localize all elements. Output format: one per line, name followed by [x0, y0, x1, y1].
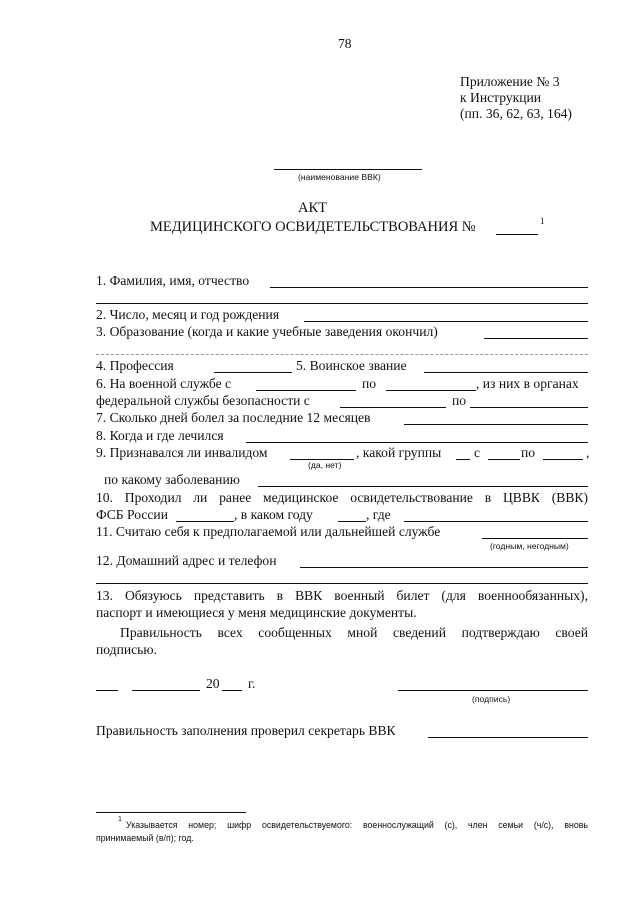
- signature-caption: (подпись): [472, 694, 511, 704]
- confirmation-line1: Правильность всех сообщенных мной сведений подтверждаю своей: [120, 625, 588, 640]
- date-year-suffix: г.: [248, 676, 256, 691]
- field-11-label: 11. Считаю себя к предполагаемой или дальнейшей службе: [96, 524, 441, 539]
- field-10-label: 10. Проходил ли ранее медицинское освидетельствование в ЦВВК (ВВК): [96, 490, 588, 505]
- date-year-line[interactable]: [222, 690, 242, 691]
- treatment-line[interactable]: [246, 442, 588, 443]
- footnote-divider: [96, 812, 246, 813]
- birth-date-line[interactable]: [304, 321, 588, 322]
- field-9-to: по: [521, 445, 536, 460]
- field-10-where: , где: [366, 507, 391, 522]
- field-13-line2: паспорт и имеющиеся у меня медицинские документы.: [96, 605, 417, 620]
- field-6-fsb: , из них в органах: [476, 376, 579, 391]
- org-name-line[interactable]: [274, 169, 422, 170]
- profession-line[interactable]: [214, 372, 292, 373]
- field-10-year: , в каком году: [234, 507, 313, 522]
- field-4-label: 4. Профессия: [96, 358, 174, 373]
- exam-fsb-line[interactable]: [176, 521, 234, 522]
- fsb-from-line[interactable]: [340, 407, 446, 408]
- education-line[interactable]: [484, 338, 588, 339]
- disability-caption: (да, нет): [308, 460, 342, 470]
- field-9-from: с: [474, 445, 481, 460]
- footnote-mark: 1: [118, 816, 122, 823]
- footnote-line1: Указывается номер; шифр освидетельствуемого: военнослужащий (с), член семьи (ч/с), вновь: [126, 820, 588, 830]
- field-9-line2: по какому заболеванию: [104, 472, 240, 487]
- field-10-fsb: ФСБ России: [96, 507, 168, 522]
- field-6-to: по: [362, 376, 377, 391]
- service-to-line[interactable]: [386, 390, 476, 391]
- secretary-line[interactable]: [428, 737, 588, 738]
- act-number-line[interactable]: [496, 234, 538, 235]
- act-subtitle: [150, 219, 476, 235]
- field-6-line2: федеральной службы безопасности с: [96, 393, 310, 408]
- act-subtitle-text: МЕДИЦИНСКОГО ОСВИДЕТЕЛЬСТВОВАНИЯ №: [150, 219, 476, 235]
- page-number: 78: [338, 36, 352, 51]
- act-title: АКТ: [298, 200, 327, 216]
- address-line[interactable]: [300, 567, 588, 568]
- field-3-label: 3. Образование (когда и какие учебные заведения окончил): [96, 324, 438, 339]
- field-5-label: 5. Воинское звание: [296, 358, 407, 373]
- fitness-line[interactable]: [482, 538, 588, 539]
- full-name-line[interactable]: [270, 287, 588, 288]
- appendix-line-1: Приложение № 3: [460, 74, 560, 89]
- disability-to-line[interactable]: [543, 459, 583, 460]
- field-6-label: 6. На военной службе с: [96, 376, 232, 391]
- exam-where-line[interactable]: [404, 521, 588, 522]
- address-line-2[interactable]: [96, 583, 588, 584]
- fitness-caption: (годным, негодным): [490, 541, 569, 551]
- date-month-line[interactable]: [132, 690, 200, 691]
- sick-days-line[interactable]: [404, 424, 588, 425]
- field-9-comma: ,: [586, 445, 590, 460]
- confirmation-line2: подписью.: [96, 642, 157, 657]
- date-year-prefix: 20: [206, 676, 220, 691]
- field-6-line2-to: по: [452, 393, 467, 408]
- appendix-line-2: к Инструкции: [460, 90, 542, 105]
- disease-line[interactable]: [258, 486, 588, 487]
- title-footnote-mark: 1: [540, 216, 545, 226]
- appendix-line-3: (пп. 36, 62, 63, 164): [460, 106, 572, 121]
- org-name-caption: (наименование ВВК): [298, 172, 381, 182]
- field-13-line1: 13. Обязуюсь представить в ВВК военный билет (для военнообязанных),: [96, 588, 588, 603]
- date-day-line[interactable]: [96, 690, 118, 691]
- footnote-line2: принимаемый (в/п); год.: [96, 833, 194, 843]
- field-1-label: 1. Фамилия, имя, отчество: [96, 273, 250, 288]
- signature-line[interactable]: [398, 690, 588, 691]
- field-8-label: 8. Когда и где лечился: [96, 428, 224, 443]
- full-name-line-2[interactable]: [96, 303, 588, 304]
- field-9-label: 9. Признавался ли инвалидом: [96, 445, 268, 460]
- military-rank-line[interactable]: [424, 372, 588, 373]
- field-9-group: , какой группы: [356, 445, 442, 460]
- disability-from-line[interactable]: [488, 459, 520, 460]
- education-line-2[interactable]: [96, 354, 588, 355]
- field-2-label: 2. Число, месяц и год рождения: [96, 307, 280, 322]
- field-12-label: 12. Домашний адрес и телефон: [96, 553, 277, 568]
- service-from-line[interactable]: [256, 390, 356, 391]
- secretary-label: Правильность заполнения проверил секретарь ВВК: [96, 723, 396, 738]
- disability-group-line[interactable]: [456, 459, 470, 460]
- field-7-label: 7. Сколько дней болел за последние 12 месяцев: [96, 410, 371, 425]
- exam-year-line[interactable]: [338, 521, 366, 522]
- fsb-to-line[interactable]: [470, 407, 588, 408]
